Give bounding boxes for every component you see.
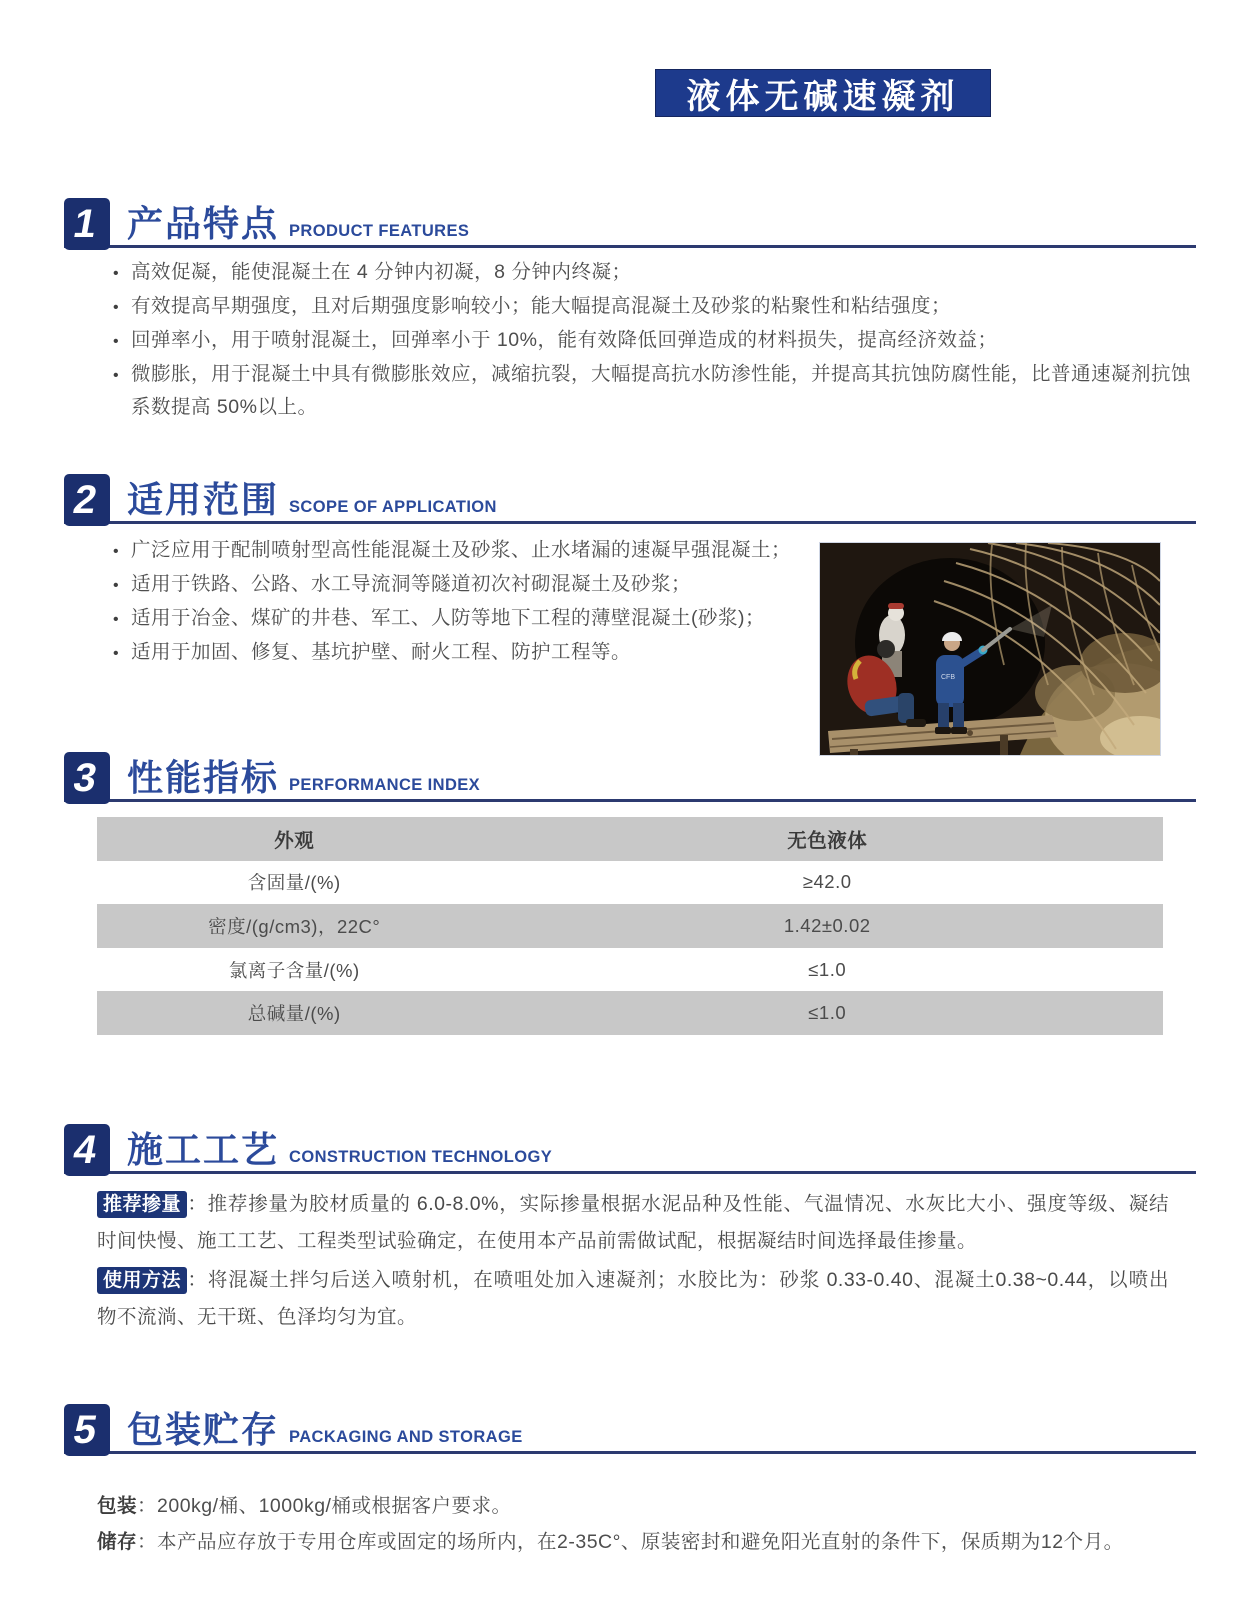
list-item: • 适用于铁路、公路、水工导流洞等隧道初次衬砌混凝土及砂浆； bbox=[113, 568, 805, 602]
table-cell-value: ≤1.0 bbox=[808, 1002, 847, 1024]
section4-header bbox=[64, 1124, 1196, 1174]
section5-header bbox=[64, 1404, 1196, 1454]
section2-header bbox=[64, 474, 1196, 524]
bullet-icon: • bbox=[113, 543, 119, 560]
bullet-icon: • bbox=[113, 611, 119, 628]
list-item: • 高效促凝，能使混凝土在 4 分钟内初凝，8 分钟内终凝； bbox=[113, 256, 1195, 290]
storage-text: ：本产品应存放于专用仓库或固定的场所内，在2-35C°、原装密封和避免阳光直射的条件下，保质期为12个月。 bbox=[137, 1531, 1124, 1553]
dosage-badge: 推荐掺量 bbox=[97, 1191, 187, 1218]
section3-number-badge: 3 bbox=[64, 752, 110, 804]
table-cell-property: 氯离子含量/(%) bbox=[228, 959, 360, 981]
table-row bbox=[97, 904, 1163, 948]
table-cell-value: 1.42±0.02 bbox=[783, 914, 871, 936]
bullet-icon: • bbox=[113, 367, 119, 384]
storage-label: 储存 bbox=[97, 1531, 138, 1553]
page-title bbox=[656, 70, 990, 116]
performance-index-table bbox=[97, 817, 1163, 1035]
svg-text:CFB: CFB bbox=[941, 674, 955, 681]
usage-badge: 使用方法 bbox=[97, 1267, 187, 1294]
list-item: • 微膨胀，用于混凝土中具有微膨胀效应，减缩抗裂，大幅提高抗水防渗性能，并提高其抗蚀防腐性能，比普通速凝剂抗蚀系数提高 50%以上。 bbox=[113, 358, 1195, 424]
section1-bullet-list bbox=[113, 256, 1195, 424]
table-cell-property: 含固量/(%) bbox=[247, 872, 341, 894]
table-row bbox=[97, 991, 1163, 1035]
tunnel-photo-illustration bbox=[820, 543, 1160, 755]
bullet-icon: • bbox=[113, 333, 119, 350]
dosage-text: ：推荐掺量为胶材质量的 6.0-8.0%，实际掺量根据水泥品种及性能、气温情况、水灰比大小、强度等级、凝结时间快慢、施工工艺、工程类型试验确定，在使用本产品前需做试配，根据凝结时间选择最佳掺量。 bbox=[97, 1193, 1169, 1252]
section1-title: 产品特点 bbox=[127, 203, 280, 244]
table-cell-property: 总碱量/(%) bbox=[247, 1003, 341, 1025]
table-cell-property: 外观 bbox=[274, 829, 315, 852]
table-cell-value: ≥42.0 bbox=[802, 871, 852, 893]
bullet-icon: • bbox=[113, 577, 119, 594]
page-title-text: 液体无碱速凝剂 bbox=[686, 77, 960, 116]
section4-number-badge: 4 bbox=[64, 1124, 110, 1176]
section3-subtitle: PERFORMANCE INDEX bbox=[289, 775, 481, 794]
section3-title: 性能指标 bbox=[127, 757, 280, 798]
section2-number-badge: 2 bbox=[64, 474, 110, 526]
section3-header bbox=[64, 752, 1196, 802]
recommended-dosage-paragraph bbox=[97, 1186, 1169, 1260]
section2-bullet-list bbox=[113, 534, 805, 670]
section5-subtitle: PACKAGING AND STORAGE bbox=[289, 1427, 523, 1446]
packaging-text: ：200kg/桶、1000kg/桶或根据客户要求。 bbox=[137, 1495, 512, 1517]
storage-line bbox=[97, 1524, 1177, 1560]
table-cell-value: 无色液体 bbox=[787, 829, 868, 852]
usage-method-paragraph bbox=[97, 1262, 1169, 1336]
list-item: • 回弹率小，用于喷射混凝土，回弹率小于 10%，能有效降低回弹造成的材料损失，提高经济效益； bbox=[113, 324, 1195, 358]
list-item: • 适用于冶金、煤矿的井巷、军工、人防等地下工程的薄壁混凝土(砂浆)； bbox=[113, 602, 805, 636]
table-row bbox=[97, 948, 1163, 992]
section2-title: 适用范围 bbox=[127, 479, 280, 520]
section1-header bbox=[64, 198, 1196, 248]
bullet-icon: • bbox=[113, 265, 119, 282]
section2-subtitle: SCOPE OF APPLICATION bbox=[289, 497, 497, 516]
table-row bbox=[97, 861, 1163, 905]
section4-subtitle: CONSTRUCTION TECHNOLOGY bbox=[289, 1147, 553, 1166]
section5-title: 包装贮存 bbox=[127, 1409, 280, 1450]
bullet-icon: • bbox=[113, 645, 119, 662]
section1-subtitle: PRODUCT FEATURES bbox=[289, 221, 470, 240]
list-item: • 有效提高早期强度，且对后期强度影响较小；能大幅提高混凝土及砂浆的粘聚性和粘结强度； bbox=[113, 290, 1195, 324]
tunnel-construction-photo bbox=[820, 543, 1160, 755]
section1-number-badge: 1 bbox=[64, 198, 110, 250]
table-cell-value: ≤1.0 bbox=[808, 958, 847, 980]
table-cell-property: 密度/(g/cm3)，22C° bbox=[208, 915, 381, 937]
list-item: • 广泛应用于配制喷射型高性能混凝土及砂浆、止水堵漏的速凝早强混凝土； bbox=[113, 534, 805, 568]
list-item: • 适用于加固、修复、基坑护壁、耐火工程、防护工程等。 bbox=[113, 636, 805, 670]
section5-number-badge: 5 bbox=[64, 1404, 110, 1456]
packaging-line bbox=[97, 1488, 1177, 1524]
table-row bbox=[97, 817, 1163, 861]
usage-text: ：将混凝土拌匀后送入喷射机，在喷咀处加入速凝剂；水胶比为：砂浆 0.33-0.40、混凝土0.38~0.44，以喷出物不流淌、无干斑、色泽均匀为宜。 bbox=[97, 1269, 1169, 1328]
packaging-label: 包装 bbox=[97, 1495, 138, 1517]
section4-title: 施工工艺 bbox=[127, 1129, 280, 1170]
bullet-icon: • bbox=[113, 299, 119, 316]
